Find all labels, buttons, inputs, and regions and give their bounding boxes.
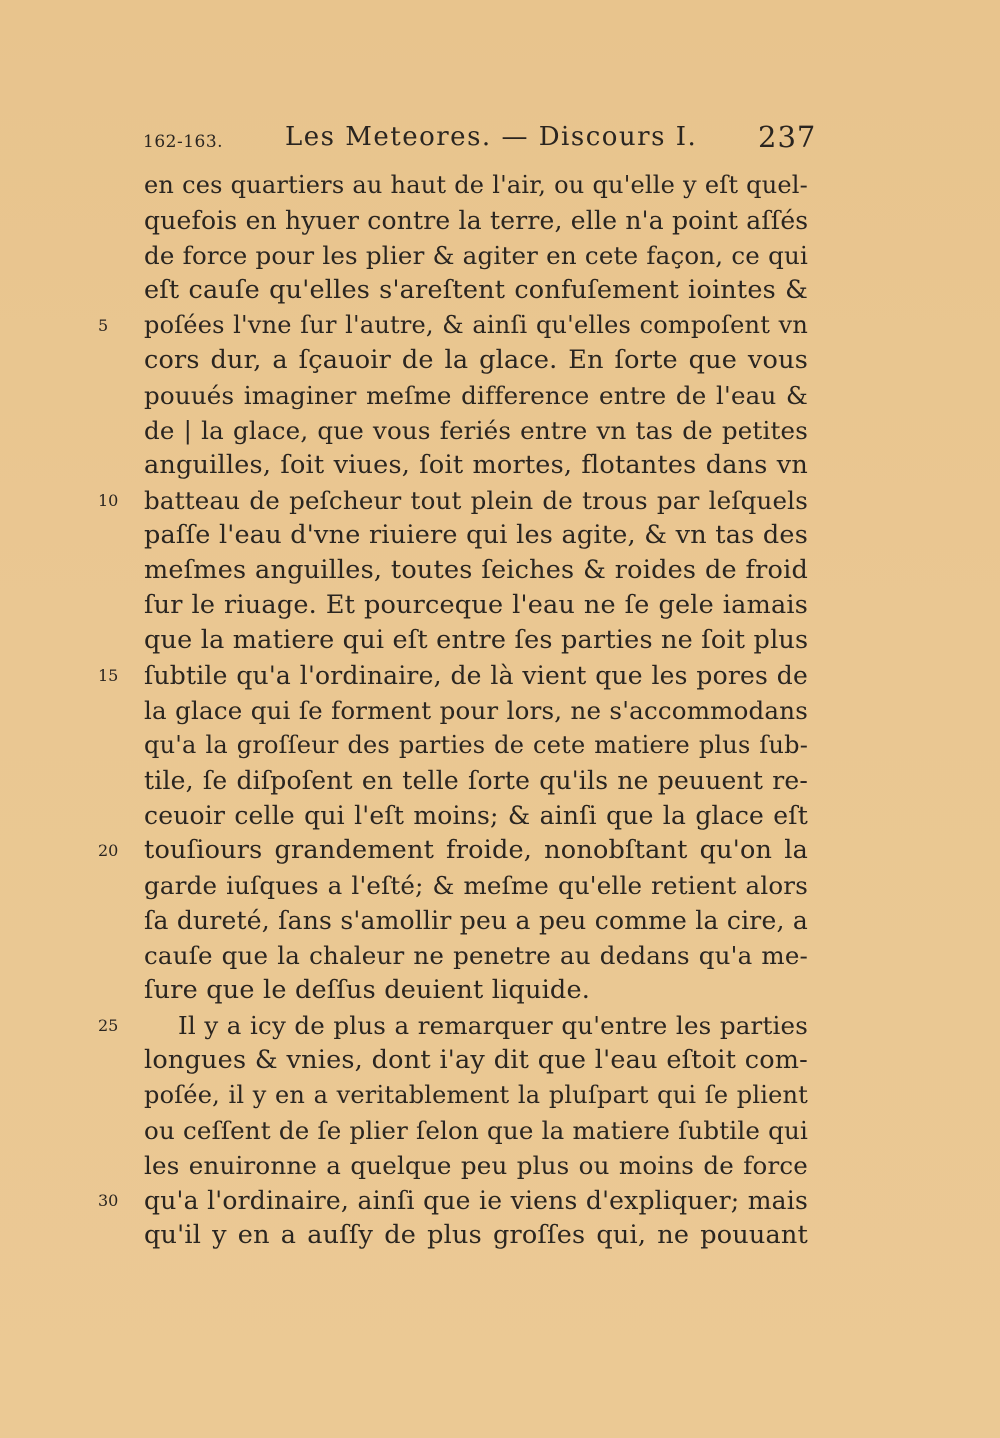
text-line (98, 483, 808, 518)
text-line (144, 273, 808, 308)
text-line (144, 1078, 808, 1113)
line-text: la glace qui ſe forment pour lors, ne s'accommodans (144, 696, 808, 725)
text-line (144, 238, 808, 273)
running-head (0, 118, 1000, 162)
line-text: ſa dureté, ſans s'amollir peu a peu comme la cire, a (144, 906, 808, 935)
running-head-page-range: 162-163. (143, 132, 224, 152)
line-number: 20 (98, 841, 119, 860)
line-number: 10 (98, 491, 119, 510)
text-line (144, 413, 808, 448)
text-line (98, 1008, 808, 1043)
line-text: paſſe l'eau d'vne riuiere qui les agite, & vn tas des (144, 520, 808, 550)
line-text: les enuironne a quelque peu plus ou moins de force (144, 1151, 808, 1180)
line-number: 25 (98, 1016, 119, 1035)
line-text: poſée, il y en a veritablement la pluſpart qui ſe plient (144, 1081, 808, 1109)
text-line (144, 693, 808, 728)
page-number: 237 (758, 120, 817, 154)
text-line (144, 203, 808, 238)
line-text: cors dur, a ſçauoir de la glace. En ſorte que vous (144, 345, 808, 375)
text-line (144, 168, 808, 203)
line-text: meſmes anguilles, toutes ſeiches & roides de froid (144, 555, 808, 585)
line-text: garde iuſques a l'eſté; & meſme qu'elle retient alors (144, 871, 808, 900)
line-text: de force pour les plier & agiter en cete façon, ce qui (144, 241, 808, 270)
line-text: quefois en hyuer contre la terre, elle n'a point aſſés (144, 206, 809, 235)
line-text: qu'a l'ordinaire, ainſi que ie viens d'expliquer; mais (144, 1186, 808, 1215)
text-line (144, 1043, 808, 1078)
line-text: ſubtile qu'a l'ordinaire, de là vient que les pores de (144, 661, 808, 690)
line-text: qu'il y en a auſſy de plus groſſes qui, ne pouuant (144, 1220, 808, 1250)
text-line (144, 973, 808, 1008)
line-text: ceuoir celle qui l'eſt moins; & ainſi que la glace eſt (144, 801, 808, 830)
line-text: de | la glace, que vous feriés entre vn tas de petites (144, 416, 808, 445)
line-text: en ces quartiers au haut de l'air, ou qu'elle y eſt quel- (144, 171, 808, 199)
text-line (144, 378, 808, 413)
text-line (144, 763, 808, 798)
line-text: que la matiere qui eſt entre ſes parties ne ſoit plus (144, 625, 809, 655)
text-line (144, 938, 808, 973)
line-number: 30 (98, 1191, 119, 1210)
text-line (144, 1148, 808, 1183)
line-text: ſure que le deſſus deuient liquide. (144, 975, 591, 1005)
line-text: qu'a la groſſeur des parties de cete matiere plus ſub- (144, 731, 808, 759)
text-line (144, 903, 808, 938)
text-line (144, 553, 808, 588)
text-line (144, 728, 808, 763)
text-line (144, 798, 808, 833)
line-text: tile, ſe diſpoſent en telle ſorte qu'ils ne peuuent re- (144, 766, 808, 795)
text-line (98, 833, 808, 868)
line-text: ſur le riuage. Et pourceque l'eau ne ſe gele iamais (144, 590, 808, 620)
line-text: touſiours grandement froide, nonobſtant qu'on la (144, 835, 808, 865)
text-line (144, 1218, 808, 1253)
text-line (144, 588, 808, 623)
text-line (98, 1183, 808, 1218)
line-text: ou ceſſent de ſe plier ſelon que la matiere ſubtile qui (144, 1116, 808, 1145)
line-text: batteau de peſcheur tout plein de trous par leſquels (144, 486, 808, 515)
text-line (98, 308, 808, 343)
line-number: 5 (98, 316, 109, 335)
text-line (144, 1113, 808, 1148)
line-text: anguilles, ſoit viues, ſoit mortes, flotantes dans vn (144, 450, 808, 480)
text-line (144, 868, 808, 903)
line-number: 15 (98, 666, 119, 685)
line-text: longues & vnies, dont i'ay dit que l'eau eſtoit com- (144, 1045, 808, 1075)
text-line (98, 658, 808, 693)
line-text: poſées l'vne ſur l'autre, & ainſi qu'elles compoſent vn (144, 311, 808, 339)
text-line (144, 343, 808, 378)
body-text (98, 168, 809, 1253)
line-text: eſt cauſe qu'elles s'areſtent confuſement iointes & (144, 275, 808, 305)
line-text: cauſe que la chaleur ne penetre au dedans qu'a me- (144, 941, 808, 970)
text-line (144, 448, 808, 483)
text-line (144, 623, 808, 658)
line-text: Il y a icy de plus a remarquer qu'entre les parties (178, 1011, 808, 1040)
line-text: pouués imaginer meſme difference entre de l'eau & (144, 381, 808, 410)
running-head-title: Les Meteores. — Discours I. (285, 122, 698, 152)
text-line (144, 518, 808, 553)
